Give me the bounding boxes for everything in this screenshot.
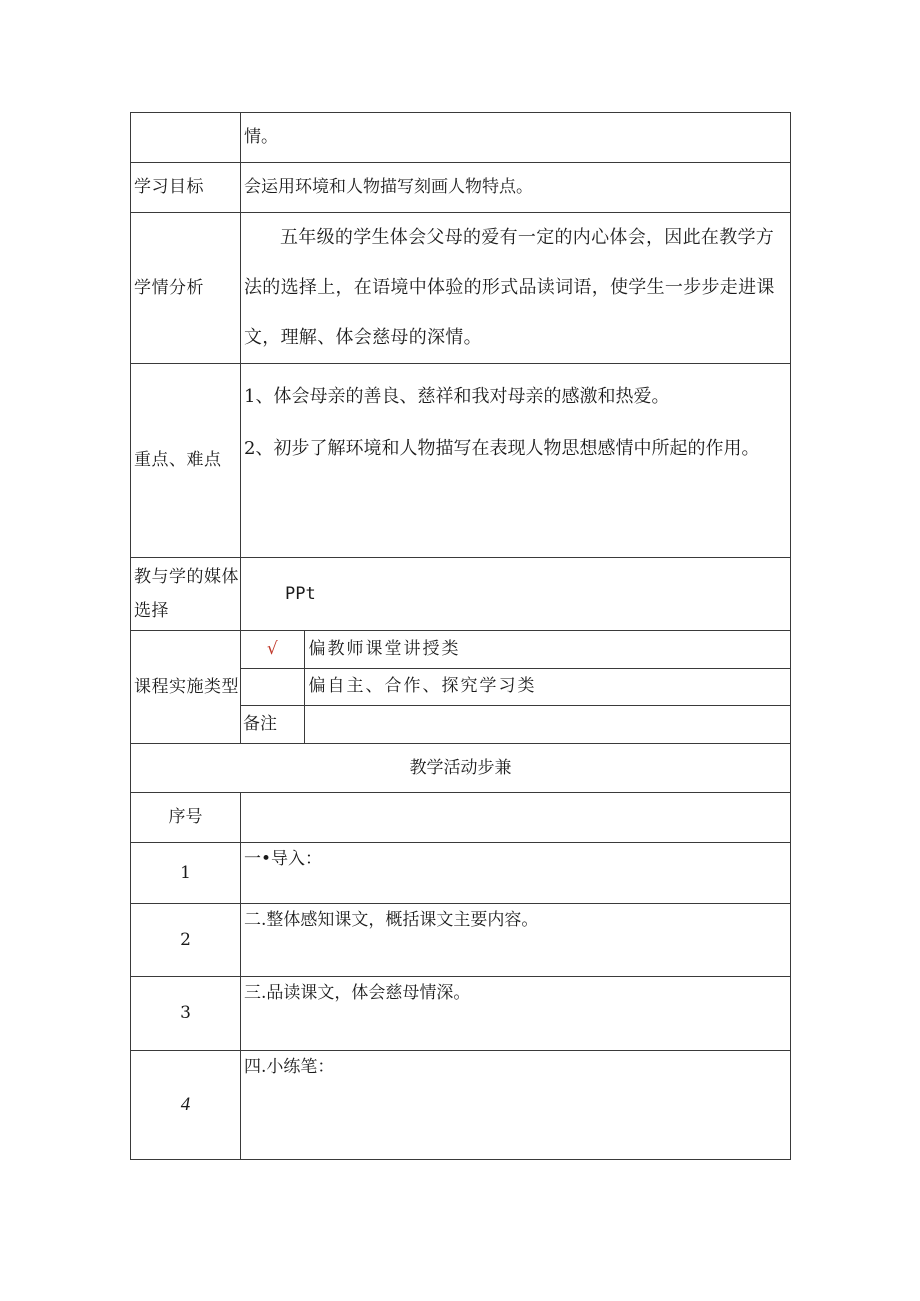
media-label: 教与学的媒体选择 [131,558,241,631]
row-emotion-continued [131,113,791,163]
step-text: 一•导入： [241,843,791,904]
course-type-note-row [241,705,790,743]
student-analysis-text: 五年级的学生体会父母的爱有一定的内心体会，因此在教学方法的选择上，在语境中体验的形式品读词语，使学生一步步走进课文，理解、体会慈母的深情。 [244,227,775,348]
check-box-empty[interactable] [241,668,304,705]
step-number: 3 [131,977,241,1051]
key-point-2: 2、初步了解环境和人物描写在表现人物思想感情中所起的作用。 [244,438,760,459]
row-media [131,558,791,631]
course-type-option-row [241,631,790,668]
row-course-type [131,631,791,744]
row-label-empty [131,113,241,163]
course-type-option-row [241,668,790,705]
emotion-continued-text: 情。 [241,113,791,163]
course-type-cell [241,631,791,744]
sequence-label: 序号 [131,793,241,843]
row-sequence-header [131,793,791,843]
course-type-subtable [241,631,790,743]
student-analysis-label: 学情分析 [131,213,241,364]
learning-goal-label: 学习目标 [131,163,241,213]
course-type-label: 课程实施类型 [131,631,241,744]
step-text: 二.整体感知课文，概括课文主要内容。 [241,904,791,977]
step-number: 2 [131,904,241,977]
course-type-option-1: 偏教师课堂讲授类 [304,631,790,668]
media-value: PPt [241,558,791,631]
note-label: 备注 [241,705,304,743]
lesson-plan-table [130,112,791,1160]
row-key-points [131,364,791,558]
step-number: 1 [131,843,241,904]
check-mark-icon[interactable]: √ [241,631,304,668]
student-analysis-cell [241,213,791,364]
step-text: 三.品读课文，体会慈母情深。 [241,977,791,1051]
key-points-cell [241,364,791,558]
activity-title: 教学活动步兼 [131,744,791,793]
sequence-header-empty [241,793,791,843]
course-type-option-2: 偏自主、合作、探究学习类 [304,668,790,705]
key-points-label: 重点、难点 [131,364,241,558]
step-number: 4 [131,1051,241,1160]
row-activity-title [131,744,791,793]
table-row [131,843,791,904]
note-value [304,705,790,743]
row-learning-goal [131,163,791,213]
step-text: 四.小练笔： [241,1051,791,1160]
table-row [131,1051,791,1160]
row-student-analysis [131,213,791,364]
key-point-1: 1、体会母亲的善良、慈祥和我对母亲的感激和热爱。 [244,386,670,407]
table-row [131,904,791,977]
table-row [131,977,791,1051]
learning-goal-text: 会运用环境和人物描写刻画人物特点。 [241,163,791,213]
